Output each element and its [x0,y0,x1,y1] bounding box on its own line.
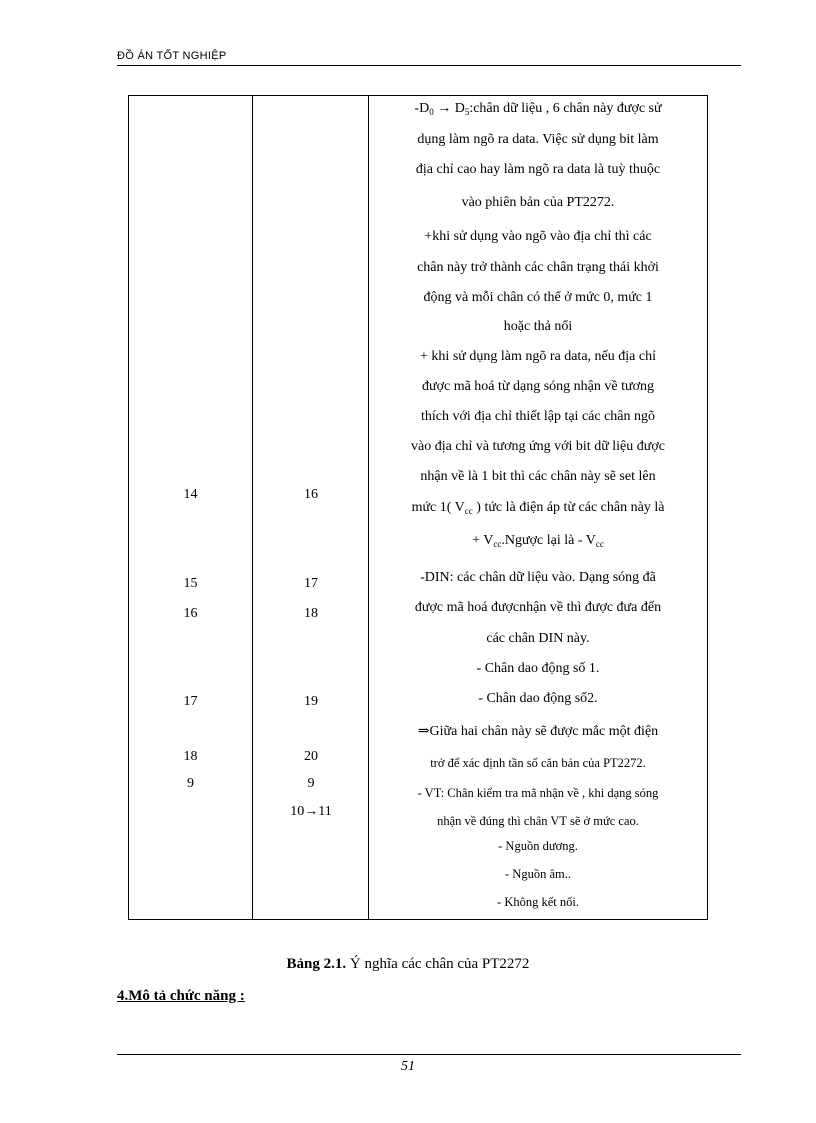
description-line: - Nguồn dương. [498,839,578,853]
description-line: động và mỗi chân có thể ở mức 0, mức 1 [423,290,653,305]
column-divider [252,96,253,919]
description-line: + $V_{cc}.Ngược$ lại là - $V_{cc}$ [472,533,604,549]
pin-number-cell: 9 [307,776,315,791]
page-number: 51 [401,1059,415,1074]
description-line: nhận về đúng thì chân VT sẽ ở mức cao. [437,814,639,828]
pin-number-cell: 10→11 [290,804,332,819]
description-line: hoặc thả nổi [503,319,573,334]
section-title: 4.Mô tả chức năng : [117,988,245,1004]
description-line: - Không kết nối. [497,895,579,909]
pin-number-cell: 18 [304,606,318,621]
description-line: vào địa chỉ và tương ứng với bit dữ liệu được [411,439,665,454]
footer-rule [117,1054,741,1055]
description-line: mức 1( $V_{cc}$ ) tức là điện áp từ các chân này là [411,500,665,516]
description-line: $-D_0$ → $D_5:chân$ dữ liệu , 6 chân này được sử [414,101,662,117]
description-line: dụng làm ngõ ra data. Việc sử dụng bit làm [417,132,659,147]
description-line: được mã hoá từ dạng sóng nhận về tương [422,379,654,394]
pin-table [128,95,708,920]
description-line: ⇒Giữa hai chân này sẽ được mắc một điện [417,724,659,739]
pin-number-cell: 16 [183,606,198,621]
pin-number-cell: 19 [304,694,318,709]
description-line: - VT: Chân kiểm tra mã nhận về , khi dạng sóng [417,786,659,800]
description-line: - Chân dao động số2. [478,691,598,706]
description-line: địa chỉ cao hay làm ngõ ra data là tuỳ thuộc [415,162,661,177]
pin-number-cell: 16 [304,487,318,502]
table-caption: Bảng 2.1. Ý nghĩa các chân của PT2272 [286,956,530,972]
pin-number-cell: 17 [304,576,318,591]
pin-number-cell: 15 [183,576,198,591]
description-line: thích với địa chỉ thiết lập tại các chân ngõ [420,409,656,424]
description-line: - Nguồn âm.. [505,867,571,881]
pin-number-cell: 18 [183,749,198,764]
description-line: +khi sử dụng vào ngõ vào địa chỉ thì các [424,229,652,244]
running-header: ĐỒ ÁN TỐT NGHIỆP [117,50,227,62]
pin-number-cell: 17 [183,694,198,709]
pin-number-cell: 9 [187,776,194,791]
description-line: các chân DIN này. [486,631,590,646]
description-line: nhận về là 1 bit thì các chân này sẽ set lên [420,469,656,484]
description-line: được mã hoá đượcnhận về thì được đưa đến [414,600,662,615]
header-rule [117,65,741,66]
description-line: trở để xác định tần số căn bản của PT2272. [430,756,646,770]
description-line: vào phiên bản của PT2272. [461,195,615,210]
pin-number-cell: 14 [183,487,198,502]
pin-number-cell: 20 [304,749,318,764]
description-line: - Chân dao động số 1. [476,661,600,676]
description-line: -DIN: các chân dữ liệu vào. Dạng sóng đã [420,570,656,585]
description-line: + khi sử dụng làm ngõ ra data, nếu địa chỉ [420,349,656,364]
description-line: chân này trở thành các chân trạng thái khởi [417,260,659,275]
